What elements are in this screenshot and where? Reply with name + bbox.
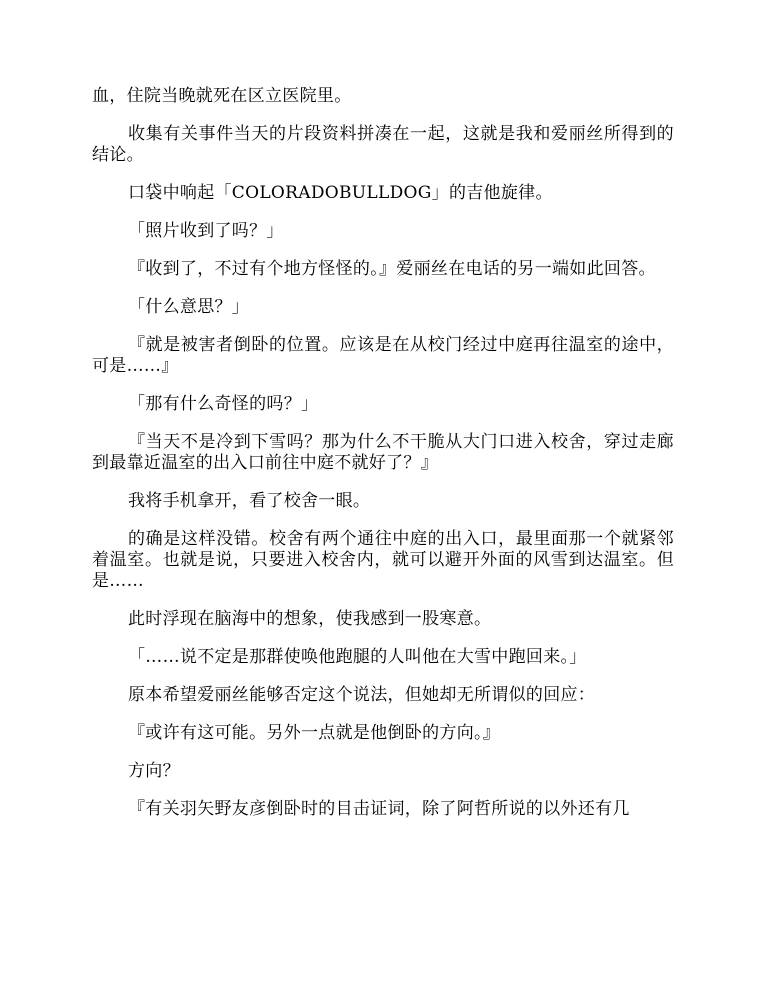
- paragraph: 「……说不定是那群使唤他跑腿的人叫他在大雪中跑回来。」: [128, 647, 587, 667]
- paragraph: 我将手机拿开，看了校舍一眼。: [128, 491, 371, 511]
- paragraph: 原本希望爱丽丝能够否定这个说法，但她却无所谓似的回应：: [128, 685, 596, 705]
- paragraph: 此时浮现在脑海中的想象，使我感到一股寒意。: [128, 609, 492, 629]
- paragraph: 『或许有这可能。另外一点就是他倒卧的方向。』: [128, 723, 501, 743]
- paragraph: 「什么意思？」: [128, 297, 250, 317]
- paragraph: 收集有关事件当天的片段资料拼凑在一起，这就是我和爱丽丝所得到的结论。: [92, 124, 674, 165]
- paragraph: 『有关羽矢野友彦倒卧时的目击证词，除了阿哲所说的以外还有几: [128, 799, 630, 819]
- paragraph: 『就是被害者倒卧的位置。应该是在从校门经过中庭再往温室的途中，可是……』: [92, 335, 674, 376]
- paragraph: 『收到了，不过有个地方怪怪的。』爱丽丝在电话的另一端如此回答。: [128, 259, 656, 279]
- body-text: [92, 86, 674, 837]
- paragraph: 口袋中响起「COLORADOBULLDOG」的吉他旋律。: [128, 183, 553, 203]
- paragraph: 『当天不是冷到下雪吗？那为什么不干脆从大门口进入校舍，穿过走廊到最靠近温室的出入口前往中庭不就好了？』: [92, 432, 674, 473]
- paragraph: 「照片收到了吗？」: [128, 221, 284, 241]
- paragraph: 的确是这样没错。校舍有两个通往中庭的出入口，最里面那一个就紧邻着温室。也就是说，只要进入校舍内，就可以避开外面的风雪到达温室。但是……: [92, 529, 674, 591]
- paragraph: 「那有什么奇怪的吗？」: [128, 394, 319, 414]
- paragraph: 血，住院当晚就死在区立医院里。: [92, 86, 352, 106]
- paragraph: 方向？: [128, 761, 180, 781]
